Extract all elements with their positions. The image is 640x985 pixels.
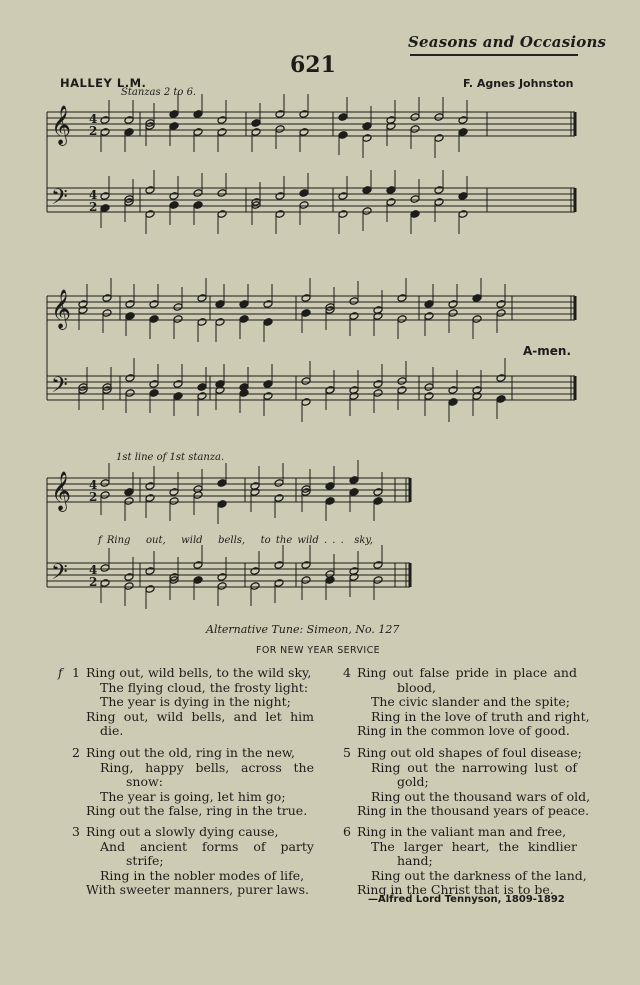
note-head — [458, 116, 468, 125]
note-head — [434, 134, 444, 143]
note-head — [215, 318, 225, 327]
note-head — [301, 377, 311, 386]
note-head — [169, 110, 179, 119]
stanza-line: Ring in the common love of good. — [357, 723, 570, 738]
alternative-tune: Alternative Tune: Simeon, No. 127 — [206, 623, 400, 636]
note-head — [169, 201, 179, 210]
time-signature-bottom: 2 — [89, 124, 98, 138]
stanza-line: The civic slander and the spite; — [371, 694, 571, 709]
note-head — [173, 303, 183, 312]
note-head — [100, 564, 110, 573]
note-head — [263, 380, 273, 389]
first-line-note: 1st line of 1st stanza. — [116, 452, 225, 463]
note-head — [397, 315, 407, 324]
stanza-line: With sweeter manners, purer laws. — [86, 882, 310, 897]
stanza-line: Ring out the false, ring in the true. — [86, 803, 308, 818]
note-head — [145, 567, 155, 576]
stanza-line: Ring out the darkness of the land, — [371, 867, 587, 883]
note-head — [373, 561, 383, 570]
note-head — [299, 201, 309, 210]
bass-clef: 𝄢 — [51, 560, 68, 590]
time-signature-bottom: 2 — [89, 575, 98, 589]
time-signature-top: 4 — [89, 188, 98, 202]
note-head — [124, 573, 134, 582]
note-head — [173, 380, 183, 389]
stanza-3 — [72, 824, 314, 898]
note-head — [458, 192, 468, 201]
stanza-line: Ring out, wild bells, to the wild sky, — [86, 665, 312, 680]
note-head — [458, 128, 468, 137]
time-signature-top: 4 — [89, 563, 98, 577]
note-head — [349, 476, 359, 485]
note-head — [386, 186, 396, 195]
stanza-line: strife; — [126, 853, 164, 868]
note-head — [193, 189, 203, 198]
note-head — [275, 192, 285, 201]
note-head — [496, 374, 506, 383]
note-head — [275, 210, 285, 219]
note-head — [250, 567, 260, 576]
note-head — [274, 561, 284, 570]
note-head — [169, 488, 179, 497]
composer: F. Agnes Johnston — [463, 77, 574, 90]
tune-name: HALLEY L.M. — [60, 76, 147, 90]
note-head — [397, 377, 407, 386]
note-head — [193, 201, 203, 210]
note-head — [149, 380, 159, 389]
note-head — [217, 479, 227, 488]
note-head — [448, 300, 458, 309]
note-head — [410, 113, 420, 122]
stanza-number: 4 — [343, 665, 351, 680]
note-head — [102, 294, 112, 303]
note-head — [349, 488, 359, 497]
stanza-line: The flying cloud, the frosty light: — [100, 679, 309, 695]
note-head — [251, 128, 261, 137]
stanza-5 — [343, 745, 591, 819]
note-head — [193, 561, 203, 570]
note-head — [100, 116, 110, 125]
note-head — [124, 128, 134, 137]
stanza-4 — [343, 665, 590, 739]
note-head — [373, 389, 383, 398]
note-head — [301, 561, 311, 570]
note-head — [217, 116, 227, 125]
bass-clef: 𝄢 — [51, 373, 68, 403]
stanza-line: Ring out a slowly dying cause, — [86, 824, 279, 839]
stanza-line: Ring in the thousand years of peace. — [357, 803, 590, 818]
stanza-number: 2 — [72, 745, 80, 760]
stanzas-note: Stanzas 2 to 6. — [121, 87, 197, 98]
note-head — [217, 128, 227, 137]
note-head — [124, 582, 134, 591]
note-head — [125, 374, 135, 383]
note-head — [217, 500, 227, 509]
note-head — [301, 398, 311, 407]
stanza-line: Ring out, wild bells, and let him — [86, 708, 314, 724]
note-head — [373, 576, 383, 585]
note-head — [217, 573, 227, 582]
note-head — [145, 585, 155, 594]
note-head — [250, 582, 260, 591]
note-head — [301, 576, 311, 585]
note-head — [124, 497, 134, 506]
stanza-line: gold; — [397, 774, 429, 789]
note-head — [217, 210, 227, 219]
note-head — [217, 189, 227, 198]
note-head — [472, 294, 482, 303]
note-head — [274, 494, 284, 503]
note-head — [301, 309, 311, 318]
note-head — [275, 125, 285, 134]
note-head — [424, 300, 434, 309]
note-head — [145, 210, 155, 219]
note-head — [349, 312, 359, 321]
stanza-line: And ancient forms of party — [100, 838, 314, 854]
stanza-line: die. — [100, 723, 124, 738]
note-head — [325, 497, 335, 506]
note-head — [362, 122, 372, 131]
note-head — [410, 195, 420, 204]
note-head — [397, 294, 407, 303]
note-head — [100, 204, 110, 213]
note-head — [424, 312, 434, 321]
note-head — [448, 309, 458, 318]
note-head — [373, 488, 383, 497]
time-signature-top: 4 — [89, 112, 98, 126]
note-head — [149, 300, 159, 309]
note-head — [125, 312, 135, 321]
note-head — [197, 318, 207, 327]
stanza-6 — [343, 824, 587, 898]
note-head — [410, 125, 420, 134]
treble-clef: 𝄞 — [51, 471, 72, 511]
stanza-line: The year is going, let him go; — [100, 788, 286, 804]
note-head — [125, 300, 135, 309]
amen-label: A-men. — [523, 344, 572, 358]
note-head — [434, 198, 444, 207]
dynamic-mark: f — [58, 666, 63, 680]
note-head — [362, 207, 372, 216]
stanza-line: The year is dying in the night; — [100, 694, 291, 709]
note-head — [102, 309, 112, 318]
stanza-line: blood, — [397, 679, 437, 695]
note-head — [424, 392, 434, 401]
note-head — [125, 389, 135, 398]
note-head — [215, 300, 225, 309]
note-head — [299, 189, 309, 198]
note-head — [145, 482, 155, 491]
note-head — [496, 395, 506, 404]
service-heading: FOR NEW YEAR SERVICE — [256, 645, 381, 656]
note-head — [496, 300, 506, 309]
note-head — [362, 186, 372, 195]
note-head — [100, 579, 110, 588]
note-head — [472, 315, 482, 324]
note-head — [386, 198, 396, 207]
stanza-line: Ring out the thousand wars of old, — [371, 788, 591, 804]
note-head — [197, 392, 207, 401]
note-head — [434, 113, 444, 122]
time-signature-bottom: 2 — [89, 490, 98, 504]
note-head — [100, 491, 110, 500]
note-head — [299, 110, 309, 119]
note-head — [145, 494, 155, 503]
note-head — [169, 497, 179, 506]
note-head — [397, 386, 407, 395]
stanza-number: 5 — [343, 745, 351, 760]
note-head — [458, 210, 468, 219]
stanza-number: 6 — [343, 824, 351, 839]
stanza-2 — [72, 745, 314, 819]
bass-clef: 𝄢 — [51, 185, 68, 215]
note-head — [169, 122, 179, 131]
note-head — [263, 300, 273, 309]
note-head — [338, 131, 348, 140]
note-head — [325, 482, 335, 491]
stanza-line: Ring in the Christ that is to be. — [357, 882, 554, 897]
stanza-line: The larger heart, the kindlier — [371, 838, 577, 854]
note-head — [448, 386, 458, 395]
time-signature-top: 4 — [89, 478, 98, 492]
note-head — [338, 210, 348, 219]
hymn-number: 621 — [290, 52, 336, 78]
note-head — [424, 383, 434, 392]
note-head — [263, 392, 273, 401]
note-head — [169, 192, 179, 201]
stanza-line: hand; — [397, 853, 433, 868]
note-head — [193, 128, 203, 137]
note-head — [100, 479, 110, 488]
note-head — [100, 192, 110, 201]
stanza-number: 1 — [72, 665, 80, 680]
attribution: —Alfred Lord Tennyson, 1809-1892 — [368, 894, 565, 905]
note-head — [410, 210, 420, 219]
note-head — [274, 479, 284, 488]
stanza-line: Ring out the old, ring in the new, — [86, 745, 296, 760]
note-head — [197, 294, 207, 303]
note-head — [496, 309, 506, 318]
stanza-1 — [72, 665, 314, 739]
note-head — [373, 380, 383, 389]
note-head — [434, 186, 444, 195]
note-head — [193, 576, 203, 585]
note-head — [173, 315, 183, 324]
stanza-line: Ring in the love of truth and right, — [371, 708, 590, 724]
stanza-number: 3 — [72, 824, 80, 839]
note-head — [275, 110, 285, 119]
note-head — [217, 582, 227, 591]
note-head — [448, 398, 458, 407]
note-head — [362, 134, 372, 143]
section-title: Seasons and Occasions — [408, 33, 607, 51]
note-head — [239, 300, 249, 309]
note-head — [373, 497, 383, 506]
note-head — [149, 389, 159, 398]
stanza-line: snow: — [126, 774, 163, 789]
stanza-line: Ring out old shapes of foul disease; — [357, 745, 582, 760]
note-head — [338, 192, 348, 201]
note-head — [338, 113, 348, 122]
note-head — [301, 294, 311, 303]
note-head — [251, 119, 261, 128]
note-head — [263, 318, 273, 327]
note-head — [149, 315, 159, 324]
treble-clef: 𝄞 — [51, 105, 72, 145]
note-head — [239, 315, 249, 324]
first-line-lyrics: f Ring out, wild bells, to the wild . . . sky, — [98, 535, 373, 546]
stanza-line: Ring out false pride in place and — [357, 665, 577, 680]
note-head — [193, 110, 203, 119]
stanza-line: Ring, happy bells, across the — [100, 759, 314, 775]
note-head — [349, 297, 359, 306]
note-head — [173, 392, 183, 401]
note-head — [325, 386, 335, 395]
stanza-line: Ring in the nobler modes of life, — [100, 867, 305, 883]
time-signature-bottom: 2 — [89, 200, 98, 214]
note-head — [145, 186, 155, 195]
note-head — [124, 116, 134, 125]
treble-clef: 𝄞 — [51, 289, 72, 329]
note-head — [124, 488, 134, 497]
note-head — [274, 579, 284, 588]
stanza-line: Ring out the narrowing lust of — [371, 759, 577, 775]
note-head — [100, 128, 110, 137]
stanza-line: Ring in the valiant man and free, — [357, 824, 567, 839]
note-head — [197, 383, 207, 392]
note-head — [299, 128, 309, 137]
